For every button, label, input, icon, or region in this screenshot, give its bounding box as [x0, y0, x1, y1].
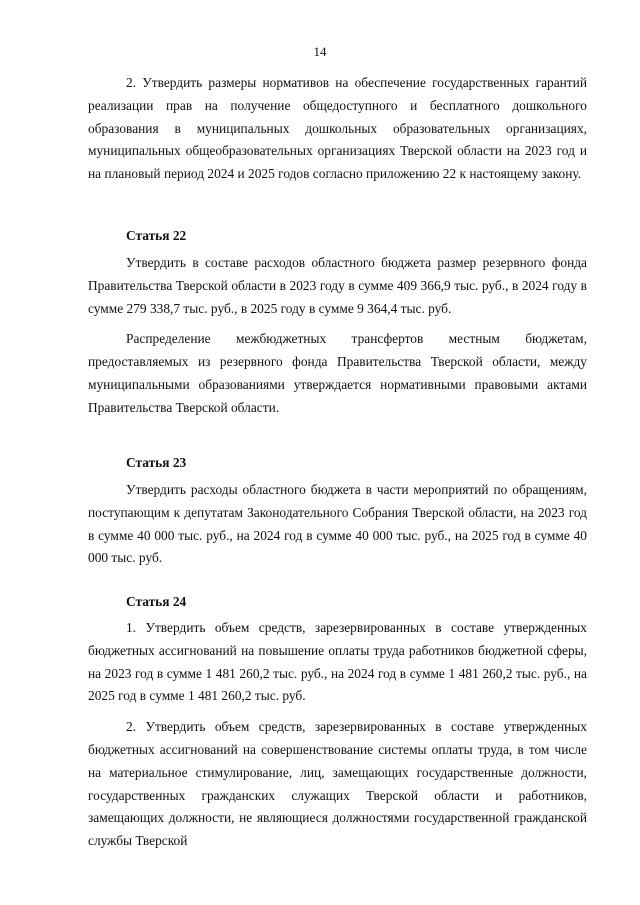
paragraph: 2. Утвердить объем средств, зарезервированных в составе утвержденных бюджетных ассигнований на совершенствование системы оплаты труда, в том числе на материальное стимулирование, лиц, замещающих государственные должности, государственных гражданских служащих Тверской области и работников, замещающих должности, не являющиеся должностями государственной гражданской службы Тверской — [88, 719, 587, 849]
paragraph: Утвердить расходы областного бюджета в части мероприятий по обращениям, поступающим к депутатам Законодательного Собрания Тверской области, на 2023 год в сумме 40 000 тыс. руб., на 2024 год в сумме 40 000 тыс. руб., на 2025 год в сумме 40 000 тыс. руб. — [88, 482, 587, 566]
page-number: 14 — [313, 44, 327, 59]
paragraph: Утвердить в составе расходов областного бюджета размер резервного фонда Правительства Тверской области в 2023 году в сумме 409 366,9 тыс. руб., в 2024 году в сумме 279 338,7 тыс. руб., в 2025 году в сумме 9 364,4 тыс. руб. — [88, 255, 587, 316]
paragraph: 1. Утвердить объем средств, зарезервированных в составе утвержденных бюджетных ассигнований на повышение оплаты труда работников бюджетной сферы, на 2023 год в сумме 1 481 260,2 тыс. руб., на 2024 год в сумме 1 481 260,2 тыс. руб., на 2025 год в сумме 1 481 260,2 тыс. руб. — [88, 620, 587, 704]
article-heading-24: Статья 24 — [126, 594, 187, 609]
paragraph: Распределение межбюджетных трансфертов местным бюджетам, предоставляемых из резервного фонда Правительства Тверской области, между муниципальными образованиями утверждается нормативными правовыми актами Правительства Тверской области. — [88, 331, 587, 415]
section-article-24 — [88, 617, 587, 853]
section-intro — [88, 72, 587, 186]
paragraph: 2. Утвердить размеры нормативов на обеспечение государственных гарантий реализации прав на получение общедоступного и бесплатного дошкольного образования в муниципальных дошкольных образовательных организациях, муниципальных общеобразовательных организациях Тверской области на 2023 год и на плановый период 2024 и 2025 годов согласно приложению 22 к настоящему закону. — [88, 75, 587, 182]
section-article-23 — [88, 479, 587, 570]
article-heading-23: Статья 23 — [126, 455, 187, 470]
section-article-22 — [88, 252, 587, 420]
article-heading-22: Статья 22 — [126, 228, 187, 243]
